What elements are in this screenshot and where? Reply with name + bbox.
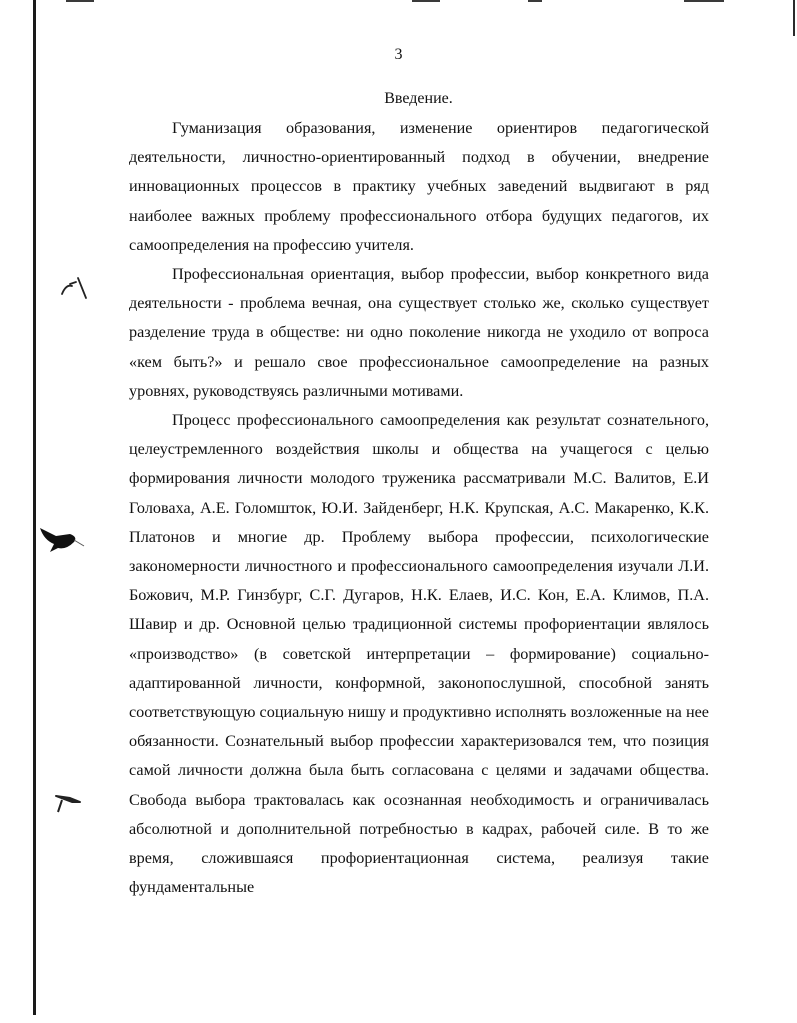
margin-pencil-mark-icon <box>50 788 90 818</box>
body-text <box>129 114 709 902</box>
section-title: Введение. <box>384 90 453 107</box>
paragraph: Процесс профессионального самоопределения как результат сознательного, целеустремленного воздействия школы и общества на учащегося с целью формирования личности молодого труженика рассматривали М.С. Валитов, Е.И Головаха, А.Е. Голомшток, Ю.И. Зайденберг, Н.К. Крупская, А.С. Макаренко, К.К. Платонов и многие др. Проблему выбора профессии, психологические закономерности личностного и профессионального самоопределения изучали Л.И. Божович, М.Р. Гинзбург, С.Г. Дугаров, Н.К. Елаев, И.С. Кон, Е.А. Климов, П.А. Шавир и др. Основной целью традиционной системы профориентации являлось «производство» (в советской интерпретации – формирование) социально-адаптированной личности, конформной, законопослушной, способной занять соответствующую социальную нишу и продуктивно исполнять возложенные на нее обязанности. Сознательный выбор профессии характеризовался тем, что позиция самой личности должна была быть согласована с целями и задачами общества. Свобода выбора трактовалась как осознанная необходимость и ограничивалась абсолютной и дополнительной потребностью в кадрах, рабочей силе. В то же время, сложившаяся профориентационная система, реализуя такие фундаментальные <box>129 411 709 897</box>
page-number: 3 <box>394 46 403 63</box>
paragraph: Профессиональная ориентация, выбор профессии, выбор конкретного вида деятельности - проблема вечная, она существует столько же, сколько существует разделение труда в обществе: ни одно поколение никогда не уходило от вопроса «кем быть?» и решало свое профессиональное самоопределение на разных уровнях, руководствуясь различными мотивами. <box>129 265 709 400</box>
scan-top-artifact <box>684 0 724 2</box>
scan-right-edge <box>793 0 795 36</box>
margin-pencil-mark-icon <box>56 276 92 302</box>
margin-ink-blot-icon <box>38 522 88 554</box>
scan-top-artifact <box>412 0 440 2</box>
scan-top-artifact <box>528 0 542 2</box>
scan-left-border <box>33 0 36 1015</box>
scan-top-artifact <box>66 0 94 2</box>
paragraph: Гуманизация образования, изменение ориентиров педагогической деятельности, личностно-ориентированный подход в обучении, внедрение инновационных процессов в практику учебных заведений выдвигают в ряд наиболее важных проблему профессионального отбора будущих педагогов, их самоопределения на профессию учителя. <box>129 119 709 254</box>
